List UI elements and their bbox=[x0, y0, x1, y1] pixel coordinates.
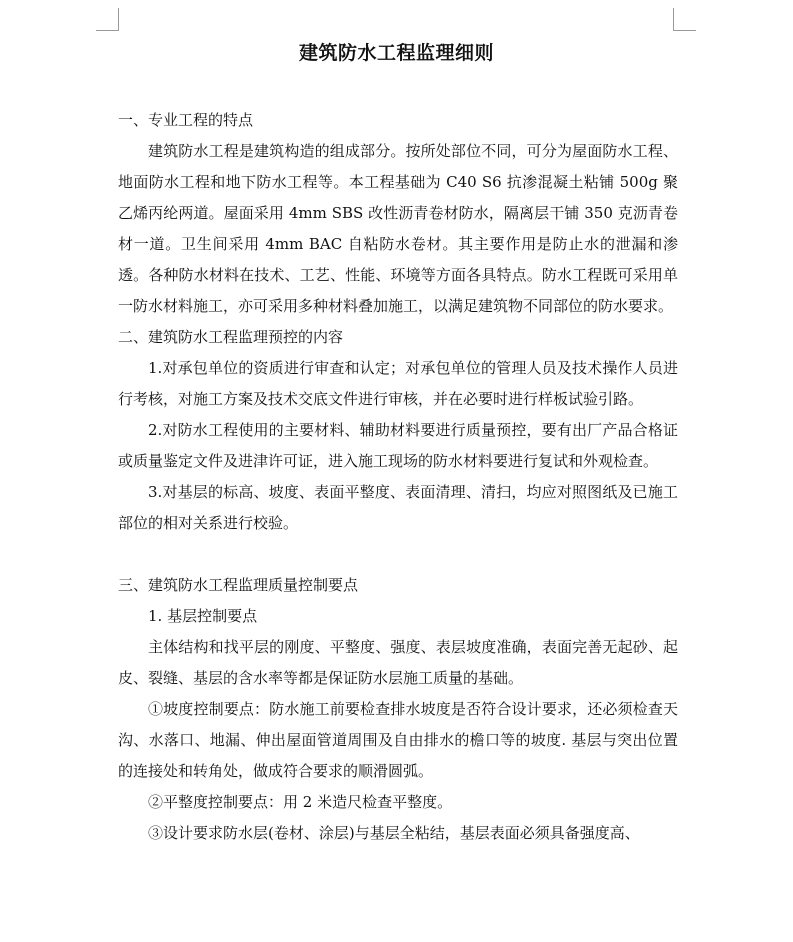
section-heading: 三、建筑防水工程监理质量控制要点 bbox=[118, 576, 359, 594]
paragraph: 2.对防水工程使用的主要材料、辅助材料要进行质量预控，要有出厂产品合格证或质量鉴定文件及进津许可证，进入施工现场的防水材料要进行复试和外观检查。 bbox=[118, 421, 678, 470]
blank-line bbox=[118, 539, 678, 570]
crop-mark-top-right bbox=[673, 30, 696, 31]
paragraph: 建筑防水工程是建筑构造的组成部分。按所处部位不同，可分为屋面防水工程、地面防水工程和地下防水工程等。本工程基础为 C40 S6 抗渗混凝土粘铺 500g 聚乙烯丙纶两道。屋面采用 4mm SBS 改性沥青卷材防水，隔离层干铺 350 克沥青卷材一道。卫生间采用 4mm BAC 自粘防水卷材。其主要作用是防止水的泄漏和渗透。各种防水材料在技术、工艺、性能、环境等方面各具特点。防水工程既可采用单一防水材料施工，亦可采用多种材料叠加施工，以满足建筑物不同部位的防水要求。 bbox=[118, 142, 678, 315]
paragraph: ②平整度控制要点：用 2 米造尺检查平整度。 bbox=[148, 793, 453, 811]
paragraph: ①坡度控制要点：防水施工前要检查排水坡度是否符合设计要求，还必须检查天沟、水落口、地漏、伸出屋面管道周围及自由排水的檐口等的坡度. 基层与突出位置的连接处和转角处，做成符合要求的顺滑圆弧。 bbox=[118, 700, 678, 780]
paragraph: 1.对承包单位的资质进行审查和认定；对承包单位的管理人员及技术操作人员进行考核，对施工方案及技术交底文件进行审核，并在必要时进行样板试验引路。 bbox=[118, 359, 678, 408]
section-heading: 二、建筑防水工程监理预控的内容 bbox=[118, 328, 344, 346]
crop-mark-top-left bbox=[118, 8, 119, 30]
paragraph: 3.对基层的标高、坡度、表面平整度、表面清理、清扫，均应对照图纸及已施工部位的相对关系进行校验。 bbox=[118, 483, 678, 532]
paragraph: ③设计要求防水层(卷材、涂层)与基层全粘结，基层表面必须具备强度高、 bbox=[148, 824, 640, 842]
paragraph: 主体结构和找平层的刚度、平整度、强度、表层坡度准确，表面完善无起砂、起皮、裂缝、基层的含水率等都是保证防水层施工质量的基础。 bbox=[118, 638, 678, 687]
section-heading: 一、专业工程的特点 bbox=[118, 111, 254, 129]
document-body bbox=[118, 105, 678, 849]
crop-mark-top-left bbox=[96, 30, 119, 31]
crop-mark-top-right bbox=[673, 8, 674, 30]
subsection-heading: 1. 基层控制要点 bbox=[148, 607, 258, 625]
document-title: 建筑防水工程监理细则 bbox=[298, 42, 494, 64]
